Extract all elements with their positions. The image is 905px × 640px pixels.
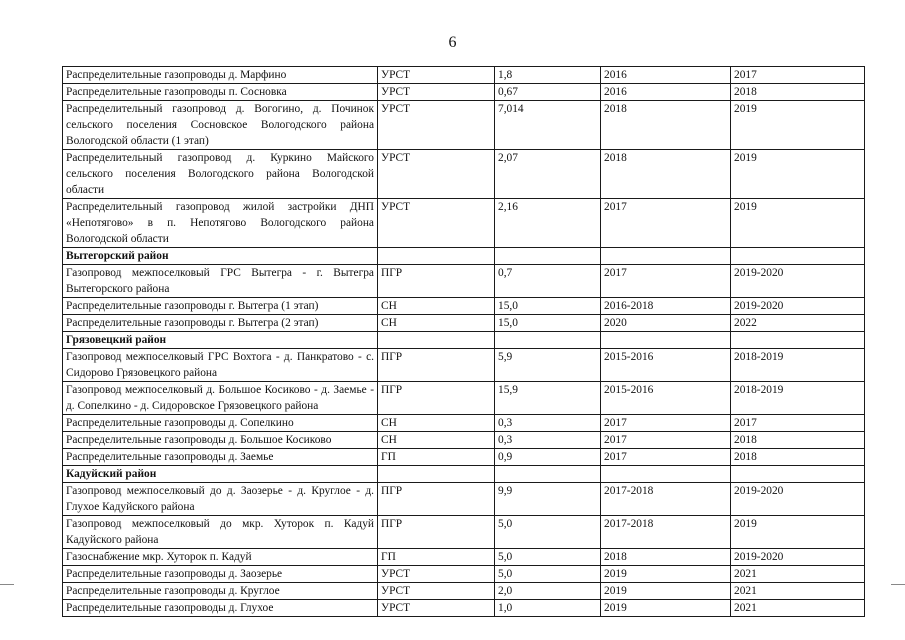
category-cell: СН	[378, 415, 495, 432]
length-cell: 1,0	[495, 600, 601, 617]
length-cell: 0,67	[495, 84, 601, 101]
section-header-row	[63, 332, 865, 349]
period-end-cell: 2019	[731, 199, 865, 248]
period-start-cell: 2015-2016	[601, 382, 731, 415]
category-cell: УРСТ	[378, 84, 495, 101]
period-end-cell: 2019	[731, 150, 865, 199]
section-title: Кадуйский район	[63, 466, 378, 483]
period-end-cell: 2018-2019	[731, 349, 865, 382]
length-cell: 5,0	[495, 549, 601, 566]
object-name-cell: Распределительные газопроводы д. Заозерье	[63, 566, 378, 583]
period-start-cell: 2019	[601, 566, 731, 583]
period-end-cell: 2018	[731, 432, 865, 449]
length-cell: 5,0	[495, 566, 601, 583]
period-start-cell: 2017-2018	[601, 483, 731, 516]
object-name-cell: Газопровод межпоселковый д. Большое Косиково - д. Заемье - д. Сопелкино - д. Сидоровское Грязовецкого района	[63, 382, 378, 415]
table-row	[63, 549, 865, 566]
object-name-cell: Газопровод межпоселковый до мкр. Хуторок п. Кадуй Кадуйского района	[63, 516, 378, 549]
length-cell: 2,07	[495, 150, 601, 199]
period-start-cell: 2019	[601, 583, 731, 600]
category-cell: ПГР	[378, 483, 495, 516]
empty-cell	[601, 466, 731, 483]
empty-cell	[495, 248, 601, 265]
empty-cell	[731, 332, 865, 349]
period-start-cell: 2017	[601, 415, 731, 432]
period-start-cell: 2019	[601, 600, 731, 617]
table-body	[63, 67, 865, 617]
period-start-cell: 2016	[601, 84, 731, 101]
object-name-cell: Распределительные газопроводы г. Вытегра (2 этап)	[63, 315, 378, 332]
period-start-cell: 2017-2018	[601, 516, 731, 549]
table-row	[63, 101, 865, 150]
empty-cell	[731, 466, 865, 483]
length-cell: 0,3	[495, 432, 601, 449]
empty-cell	[378, 466, 495, 483]
length-cell: 2,0	[495, 583, 601, 600]
category-cell: УРСТ	[378, 566, 495, 583]
period-end-cell: 2021	[731, 600, 865, 617]
length-cell: 0,3	[495, 415, 601, 432]
object-name-cell: Распределительные газопроводы д. Марфино	[63, 67, 378, 84]
category-cell: СН	[378, 298, 495, 315]
category-cell: СН	[378, 315, 495, 332]
period-start-cell: 2017	[601, 265, 731, 298]
period-end-cell: 2021	[731, 583, 865, 600]
table-row	[63, 566, 865, 583]
period-end-cell: 2019	[731, 516, 865, 549]
table-row	[63, 199, 865, 248]
category-cell: ПГР	[378, 349, 495, 382]
section-title: Вытегорский район	[63, 248, 378, 265]
category-cell: УРСТ	[378, 101, 495, 150]
table-row	[63, 67, 865, 84]
object-name-cell: Газопровод межпоселковый ГРС Вытегра - г. Вытегра Вытегорского района	[63, 265, 378, 298]
period-start-cell: 2020	[601, 315, 731, 332]
table-row	[63, 483, 865, 516]
empty-cell	[731, 248, 865, 265]
section-header-row	[63, 248, 865, 265]
empty-cell	[378, 332, 495, 349]
length-cell: 15,0	[495, 298, 601, 315]
category-cell: УРСТ	[378, 150, 495, 199]
length-cell: 5,9	[495, 349, 601, 382]
object-name-cell: Газопровод межпоселковый до д. Заозерье - д. Круглое - д. Глухое Кадуйского района	[63, 483, 378, 516]
length-cell: 7,014	[495, 101, 601, 150]
object-name-cell: Распределительный газопровод жилой застройки ДНП «Непотягово» в п. Непотягово Вологодского района Вологодской области	[63, 199, 378, 248]
category-cell: ГП	[378, 549, 495, 566]
table-row	[63, 349, 865, 382]
table-row	[63, 315, 865, 332]
left-edge-mark	[0, 584, 14, 585]
period-end-cell: 2018	[731, 84, 865, 101]
period-end-cell: 2017	[731, 415, 865, 432]
period-end-cell: 2022	[731, 315, 865, 332]
length-cell: 9,9	[495, 483, 601, 516]
object-name-cell: Газоснабжение мкр. Хуторок п. Кадуй	[63, 549, 378, 566]
section-title: Грязовецкий район	[63, 332, 378, 349]
period-start-cell: 2017	[601, 432, 731, 449]
period-end-cell: 2019	[731, 101, 865, 150]
table-row	[63, 382, 865, 415]
period-start-cell: 2015-2016	[601, 349, 731, 382]
length-cell: 0,9	[495, 449, 601, 466]
period-end-cell: 2021	[731, 566, 865, 583]
table-row	[63, 265, 865, 298]
section-header-row	[63, 466, 865, 483]
object-name-cell: Распределительные газопроводы г. Вытегра (1 этап)	[63, 298, 378, 315]
period-start-cell: 2016-2018	[601, 298, 731, 315]
object-name-cell: Распределительный газопровод д. Куркино Майского сельского поселения Вологодского района Вологодской области	[63, 150, 378, 199]
period-end-cell: 2018-2019	[731, 382, 865, 415]
object-name-cell: Распределительный газопровод д. Вогогино, д. Починок сельского поселения Сосновское Вологодского района Вологодской области (1 этап)	[63, 101, 378, 150]
category-cell: УРСТ	[378, 67, 495, 84]
table-row	[63, 600, 865, 617]
period-start-cell: 2016	[601, 67, 731, 84]
object-name-cell: Распределительные газопроводы д. Круглое	[63, 583, 378, 600]
period-end-cell: 2018	[731, 449, 865, 466]
table-row	[63, 415, 865, 432]
object-name-cell: Газопровод межпоселковый ГРС Вохтога - д. Панкратово - с. Сидорово Грязовецкого района	[63, 349, 378, 382]
empty-cell	[378, 248, 495, 265]
period-start-cell: 2017	[601, 449, 731, 466]
period-start-cell: 2018	[601, 150, 731, 199]
length-cell: 1,8	[495, 67, 601, 84]
table-row	[63, 432, 865, 449]
period-start-cell: 2017	[601, 199, 731, 248]
table-row	[63, 516, 865, 549]
empty-cell	[601, 248, 731, 265]
length-cell: 15,0	[495, 315, 601, 332]
length-cell: 2,16	[495, 199, 601, 248]
period-start-cell: 2018	[601, 549, 731, 566]
table-row	[63, 84, 865, 101]
category-cell: ПГР	[378, 265, 495, 298]
page-number: 6	[448, 34, 457, 51]
period-start-cell: 2018	[601, 101, 731, 150]
table-row	[63, 583, 865, 600]
category-cell: УРСТ	[378, 583, 495, 600]
object-name-cell: Распределительные газопроводы д. Сопелкино	[63, 415, 378, 432]
right-edge-mark	[891, 584, 905, 585]
gas-pipeline-table	[62, 66, 865, 617]
empty-cell	[601, 332, 731, 349]
object-name-cell: Распределительные газопроводы д. Заемье	[63, 449, 378, 466]
object-name-cell: Распределительные газопроводы д. Большое Косиково	[63, 432, 378, 449]
category-cell: ГП	[378, 449, 495, 466]
length-cell: 15,9	[495, 382, 601, 415]
period-end-cell: 2019-2020	[731, 483, 865, 516]
length-cell: 5,0	[495, 516, 601, 549]
table-row	[63, 449, 865, 466]
object-name-cell: Распределительные газопроводы п. Сосновка	[63, 84, 378, 101]
table-row	[63, 150, 865, 199]
period-end-cell: 2019-2020	[731, 298, 865, 315]
category-cell: УРСТ	[378, 199, 495, 248]
period-end-cell: 2017	[731, 67, 865, 84]
empty-cell	[495, 332, 601, 349]
category-cell: УРСТ	[378, 600, 495, 617]
object-name-cell: Распределительные газопроводы д. Глухое	[63, 600, 378, 617]
table-row	[63, 298, 865, 315]
empty-cell	[495, 466, 601, 483]
category-cell: ПГР	[378, 382, 495, 415]
category-cell: ПГР	[378, 516, 495, 549]
category-cell: СН	[378, 432, 495, 449]
length-cell: 0,7	[495, 265, 601, 298]
period-end-cell: 2019-2020	[731, 549, 865, 566]
period-end-cell: 2019-2020	[731, 265, 865, 298]
